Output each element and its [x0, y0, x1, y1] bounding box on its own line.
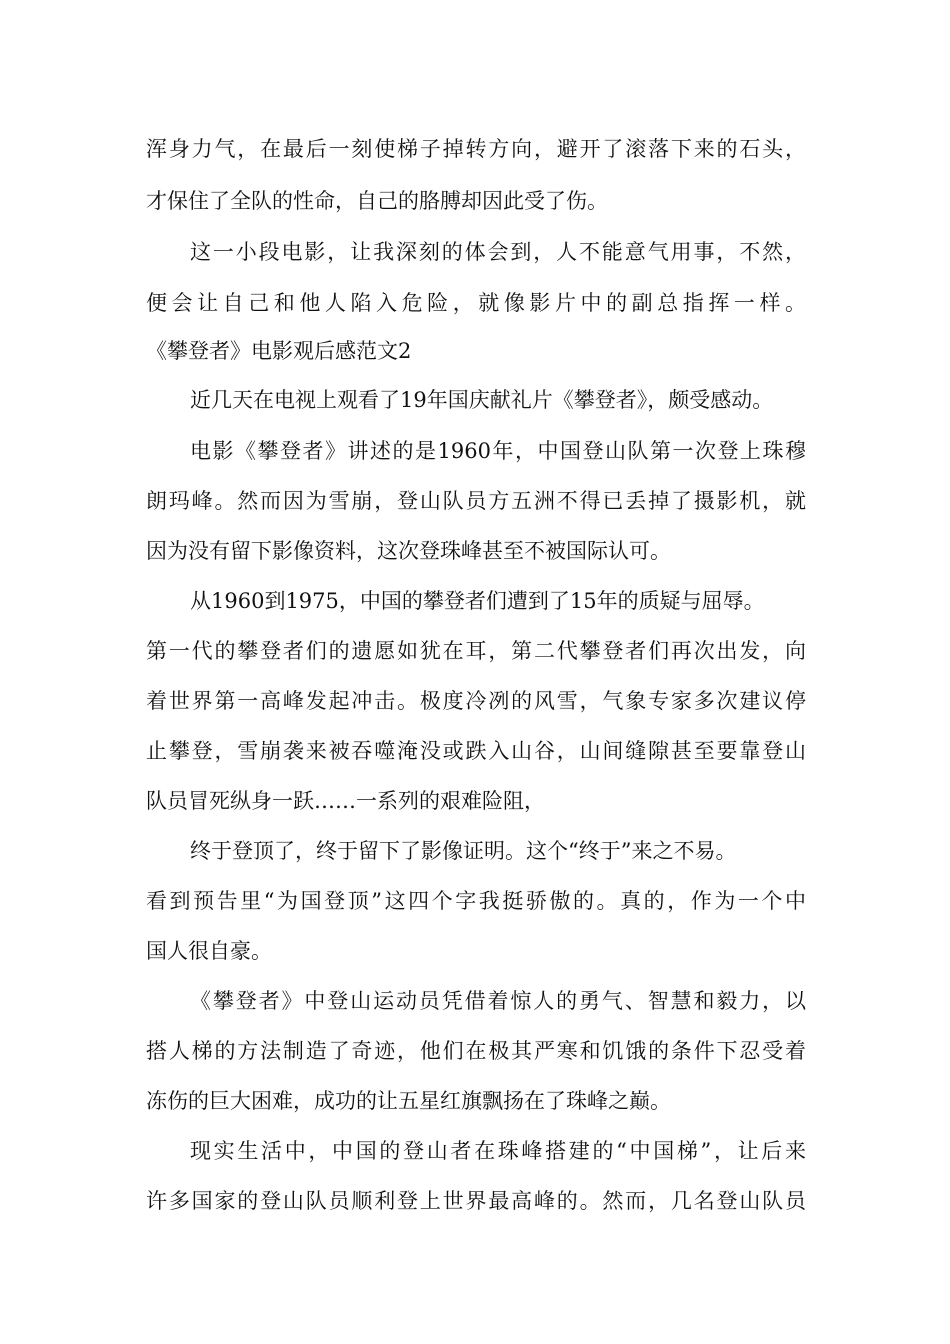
- text-line: 第一代的攀登者们的遗愿如犹在耳，第二代攀登者们再次出发，向: [146, 639, 806, 663]
- text-line: 因为没有留下影像资料，这次登珠峰甚至不被国际认可。: [146, 539, 671, 563]
- text-line: 队员冒死纵身一跃……一系列的艰难险阻，: [146, 789, 545, 813]
- text-line: 冻伤的巨大困难，成功的让五星红旗飘扬在了珠峰之巅。: [146, 1089, 671, 1113]
- text-line: 朗玛峰。然而因为雪崩，登山队员方五洲不得已丢掉了摄影机，就: [146, 489, 806, 513]
- text-line: 才保住了全队的性命，自己的胳膊却因此受了伤。: [146, 189, 608, 213]
- text-line: 搭人梯的方法制造了奇迹，他们在极其严寒和饥饿的条件下忍受着: [146, 1039, 806, 1063]
- text-line: 看到预告里“为国登顶”这四个字我挺骄傲的。真的，作为一个中: [146, 889, 806, 913]
- section-heading: 《攀登者》电影观后感范文2: [146, 339, 412, 363]
- text-line: 电影《攀登者》讲述的是1960年，中国登山队第一次登上珠穆: [190, 439, 806, 463]
- text-line: 近几天在电视上观看了19年国庆献礼片《攀登者》，颇受感动。: [190, 388, 774, 412]
- text-line: 许多国家的登山队员顺利登上世界最高峰的。然而，几名登山队员: [146, 1189, 806, 1213]
- text-line: 便会让自己和他人陷入危险，就像影片中的副总指挥一样。: [146, 291, 806, 315]
- text-line: 这一小段电影，让我深刻的体会到，人不能意气用事，不然，: [190, 240, 806, 264]
- text-line: 国人很自豪。: [146, 939, 272, 963]
- text-line: 浑身力气，在最后一刻使梯子掉转方向，避开了滚落下来的石头，: [146, 137, 806, 161]
- text-line: 《攀登者》中登山运动员凭借着惊人的勇气、智慧和毅力，以: [190, 989, 806, 1013]
- text-line: 止攀登，雪崩袭来被吞噬淹没或跌入山谷，山间缝隙甚至要靠登山: [146, 739, 806, 763]
- text-line: 现实生活中，中国的登山者在珠峰搭建的“中国梯”，让后来: [190, 1139, 806, 1163]
- text-line: 着世界第一高峰发起冲击。极度冷冽的风雪，气象专家多次建议停: [146, 689, 806, 713]
- text-line: 终于登顶了，终于留下了影像证明。这个“终于”来之不易。: [190, 839, 737, 863]
- text-line: 从1960到1975，中国的攀登者们遭到了15年的质疑与屈辱。: [190, 589, 765, 613]
